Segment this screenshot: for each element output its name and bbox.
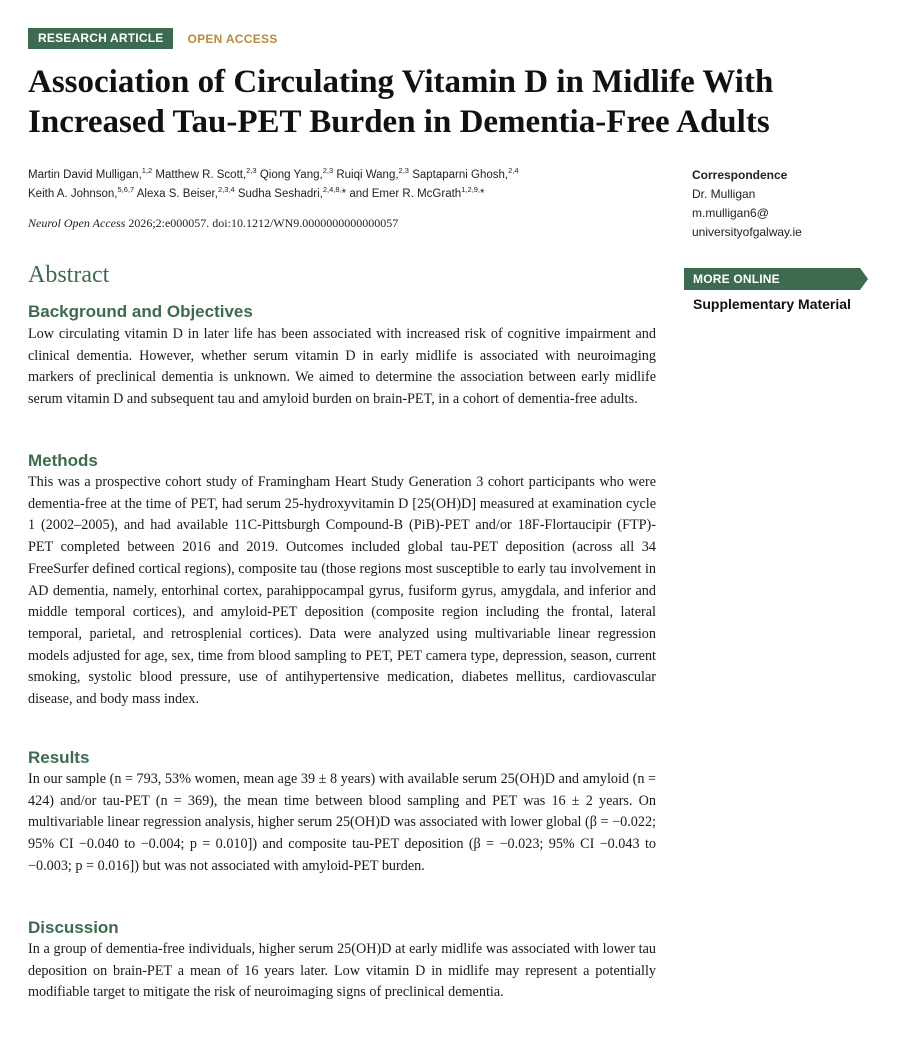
author-affiliation: 2,4	[508, 166, 519, 176]
citation	[28, 216, 668, 231]
background-text: Low circulating vitamin D in later life has been associated with increased risk of cognitive impairment and clinical dementia. However, whether serum vitamin D in early midlife is associated with neuroimaging markers of preclinical dementia is unknown. We aimed to determine the association between early midlife serum vitamin D and subsequent tau and amyloid burden on brain-PET, in a cohort of dementia-free adults.	[28, 326, 656, 408]
citation-details[interactable]: 2026;2:e000057. doi:10.1212/WN9.0000000000000057	[125, 216, 399, 230]
journal-name: Neurol Open Access	[28, 216, 126, 230]
correspondence-email-domain[interactable]: universityofgalway.ie	[692, 225, 802, 239]
author-affiliation: 2,3	[398, 166, 409, 176]
author[interactable]: Sudha Seshadri,	[237, 188, 323, 200]
background-heading: Background and Objectives	[28, 302, 253, 321]
supplementary-material-link[interactable]: Supplementary Material	[693, 296, 851, 312]
author-affiliation: 1,2,9,	[461, 185, 480, 195]
author-list	[28, 166, 668, 204]
author-affiliation: 2,3	[322, 166, 334, 176]
correspondence-box	[692, 166, 892, 242]
author[interactable]: Matthew R. Scott,	[155, 169, 247, 181]
results-heading: Results	[28, 748, 90, 767]
author[interactable]: Saptaparni Ghosh,	[412, 169, 509, 181]
more-online-banner	[684, 268, 868, 290]
author[interactable]: Ruiqi Wang,	[336, 169, 399, 181]
author-affiliation: 1,2	[141, 166, 153, 176]
author[interactable]: Qiong Yang,	[259, 169, 323, 181]
methods-text: This was a prospective cohort study of Framingham Heart Study Generation 3 cohort participants who were dementia-free at the time of PET, had serum 25-hydroxyvitamin D [25(OH)D] measured at examination cycle 1 (2002–2005), and had available 11C-Pittsburgh Compound-B (PiB)-PET and/or 18F-Flortaucipir (FTP)-PET completed between 2016 and 2019. Outcomes included global tau-PET deposition (across all 34 FreeSurfer defined cortical regions), composite tau (those regions most susceptible to early tau involvement in AD dementia, namely, entorhinal cortex, parahippocampal gyrus, fusiform gyrus, amygdala, and inferior and middle temporal cortices), and amyloid-PET deposition (composite region including the frontal, lateral temporal, parietal, and retrosplenial cortices). Data were analyzed using multivariable linear regression models adjusted for age, sex, time from blood sampling to PET, PET camera type, depression, season, current smoking, systolic blood pressure, use of antihypertensive medication, diabetes mellitus, cardiovascular disease, and body mass index.	[28, 474, 656, 708]
author[interactable]: Martin David Mulligan,	[28, 169, 142, 181]
author[interactable]: Keith A. Johnson,	[28, 188, 118, 200]
author-affiliation: 2,3	[246, 166, 257, 176]
more-online-label: MORE ONLINE	[693, 272, 780, 286]
correspondence-email[interactable]: m.mulligan6@	[692, 206, 769, 220]
author-star: *	[479, 188, 485, 200]
abstract-heading: Abstract	[28, 262, 110, 288]
author[interactable]: and Emer R. McGrath	[349, 188, 462, 200]
methods-heading: Methods	[28, 451, 98, 470]
article-title: Association of Circulating Vitamin D in Midlife With Increased Tau-PET Burden in Dementia-Free Adults	[28, 64, 774, 140]
open-access-badge: OPEN ACCESS	[187, 31, 278, 46]
author-affiliation: 5,6,7	[117, 185, 135, 195]
correspondence-heading: Correspondence	[692, 168, 788, 182]
author-affiliation: 2,4,8,	[322, 185, 342, 195]
discussion-text: In a group of dementia-free individuals, higher serum 25(OH)D at early midlife was associated with lower tau deposition on brain-PET a mean of 16 years later. Low vitamin D in midlife may represent a potentially modifiable target to mitigate the risk of neuroimaging signs of preclinical dementia.	[28, 941, 656, 1001]
author-star: *	[341, 188, 347, 200]
discussion-heading: Discussion	[28, 918, 119, 937]
research-article-badge: RESEARCH ARTICLE	[28, 28, 173, 49]
author-affiliation: 2,3,4	[217, 185, 235, 195]
results-text: In our sample (n = 793, 53% women, mean age 39 ± 8 years) with available serum 25(OH)D and amyloid (n = 424) and/or tau-PET (n = 369), the mean time between blood sampling and PET was 16 ± 2 years. On multivariable linear regression analysis, higher serum 25(OH)D was associated with lower global (β = −0.022; 95% CI −0.040 to −0.004; p = 0.010]) and composite tau-PET deposition (β = −0.023; 95% CI −0.043 to −0.003; p = 0.016]) but was not associated with amyloid-PET burden.	[28, 771, 656, 874]
author[interactable]: Alexa S. Beiser,	[136, 188, 218, 200]
article-badges	[28, 28, 278, 49]
correspondence-name: Dr. Mulligan	[692, 187, 756, 201]
